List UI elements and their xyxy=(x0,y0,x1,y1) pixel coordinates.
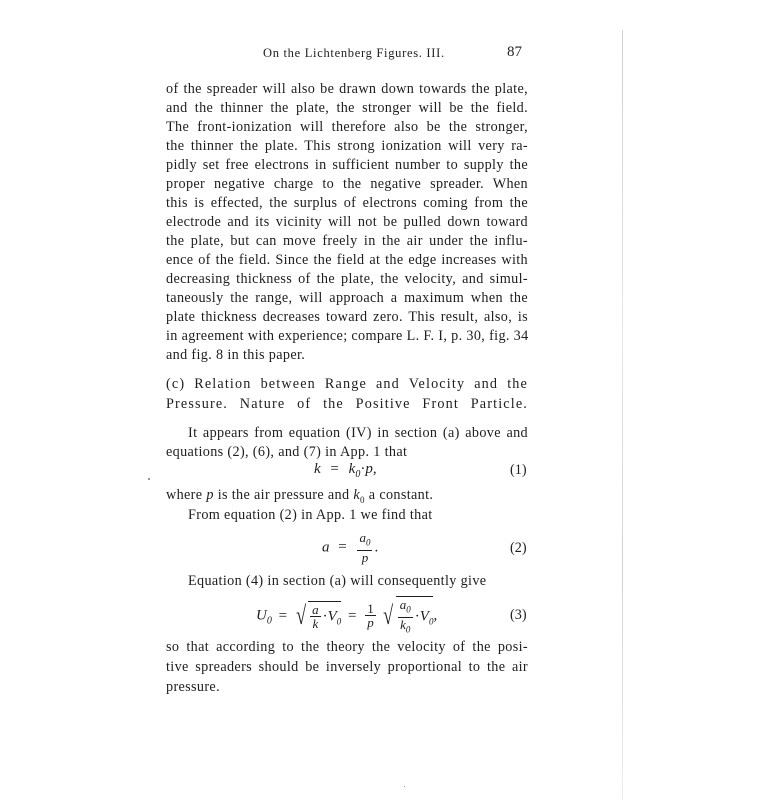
square-root xyxy=(294,601,341,631)
text-line: electrode and its vicinity will not be pulled down toward xyxy=(166,214,528,230)
equation-2-body xyxy=(322,531,378,565)
equation-number: (3) xyxy=(510,607,527,623)
text-line: pidly set free electrons in sufficient number to supply the xyxy=(166,157,528,173)
scan-speck xyxy=(148,478,150,480)
eq-symbol: k xyxy=(314,461,321,477)
eq-symbol: V xyxy=(419,608,429,625)
page-number: 87 xyxy=(507,44,522,60)
text-line: the thinner the plate. This strong ionization will very ra- xyxy=(166,138,528,154)
eq-fraction xyxy=(365,602,376,630)
eq-subscript: 0 xyxy=(336,616,342,627)
text-line: in agreement with experience; compare L. F. I, p. 30, fig. 34 xyxy=(166,328,529,344)
eq-operator: · xyxy=(322,608,328,625)
eq-operator: = xyxy=(330,461,339,477)
radicand xyxy=(396,596,434,636)
fraction-denominator: p xyxy=(367,615,374,631)
radical-sign: √ xyxy=(383,601,394,631)
eq-fraction xyxy=(398,598,413,636)
eq-symbol: a xyxy=(359,530,366,545)
eq-subscript: 0 xyxy=(266,615,272,627)
inline-math: k xyxy=(353,487,361,503)
fraction-denominator: k xyxy=(312,616,319,632)
text-line: Equation (4) in section (a) will consequently give xyxy=(188,573,487,589)
fraction-numerator: 1 xyxy=(367,601,374,617)
eq-symbol: U xyxy=(256,607,267,624)
fraction-denominator xyxy=(398,618,413,637)
eq-symbol: V xyxy=(327,608,337,625)
inline-subscript: 0 xyxy=(360,494,365,505)
eq-subscript: 0 xyxy=(405,624,411,635)
text-fragment: is the air pressure and xyxy=(217,487,350,503)
text-line: of the spreader will also be drawn down towards the plate, xyxy=(166,81,528,97)
scan-speck xyxy=(404,786,405,787)
text-line: so that according to the theory the velocity of the posi- xyxy=(166,639,528,655)
eq-symbol: k xyxy=(400,616,406,632)
text-line: equations (2), (6), and (7) in App. 1 that xyxy=(166,444,408,460)
text-line: and fig. 8 in this paper. xyxy=(166,347,306,363)
text-fragment: a constant. xyxy=(368,487,434,503)
section-heading-line: Pressure. Nature of the Positive Front Particle. xyxy=(166,396,528,412)
eq-operator: = xyxy=(348,607,357,624)
text-line: tive spreaders should be inversely proportional to the air xyxy=(166,659,528,675)
eq-operator: = xyxy=(278,607,288,624)
eq-operator: · xyxy=(360,461,366,477)
header-title: On the Lichtenberg Figures. III. xyxy=(263,46,445,60)
eq-subscript: 0 xyxy=(428,616,434,627)
eq-symbol: k xyxy=(348,461,356,477)
text-line: plate thickness decreases toward zero. This result, also, is xyxy=(166,309,528,325)
equation-number: (2) xyxy=(510,540,527,556)
page-edge xyxy=(622,30,623,800)
fraction-numerator xyxy=(398,598,413,617)
text-line: decreasing thickness of the plate, the velocity, and simul- xyxy=(166,271,528,287)
text-line: From equation (2) in App. 1 we find that xyxy=(188,507,433,523)
eq-symbol: a xyxy=(322,539,330,556)
text-line: and the thinner the plate, the stronger will be the field. xyxy=(166,100,528,116)
text-line: this is effected, the surplus of electrons coming from the xyxy=(166,195,528,211)
eq-operator: · xyxy=(414,608,420,625)
section-heading-line: (c) Relation between Range and Velocity and the xyxy=(166,376,528,392)
text-line: pressure. xyxy=(166,679,220,695)
eq-punct: , xyxy=(372,461,377,477)
inline-math: p xyxy=(206,487,214,503)
eq-punct: , xyxy=(433,607,438,624)
text-line: The front-ionization will therefore also be the stronger, xyxy=(166,119,528,135)
text-fragment: where xyxy=(166,487,203,503)
eq-subscript: 0 xyxy=(355,469,361,480)
eq-operator: = xyxy=(338,539,347,556)
square-root xyxy=(381,596,433,636)
equation-number: (1) xyxy=(510,462,527,478)
eq-fraction xyxy=(310,603,321,631)
text-line: taneously the range, will approach a maximum when the xyxy=(166,290,528,306)
text-line: the plate, but can move freely in the air under the influ- xyxy=(166,233,528,249)
equation-1-body xyxy=(314,461,377,480)
eq-fraction xyxy=(357,531,372,565)
radical-sign: √ xyxy=(295,601,306,631)
fraction-numerator: a xyxy=(312,602,319,618)
eq-symbol: a xyxy=(399,597,407,612)
eq-symbol: p xyxy=(365,461,373,477)
radicand xyxy=(308,601,341,631)
text-line: proper negative charge to the negative spreader. When xyxy=(166,176,528,192)
eq-subscript: 0 xyxy=(365,537,371,548)
text-line: ence of the field. Since the field at the edge increases with xyxy=(166,252,528,268)
text-line: It appears from equation (IV) in section (a) above and xyxy=(188,425,528,441)
fraction-numerator xyxy=(357,531,372,550)
eq-punct: . xyxy=(374,539,379,556)
equation-3-body xyxy=(256,596,437,636)
fraction-denominator: p xyxy=(361,549,369,565)
eq-subscript: 0 xyxy=(406,604,411,615)
